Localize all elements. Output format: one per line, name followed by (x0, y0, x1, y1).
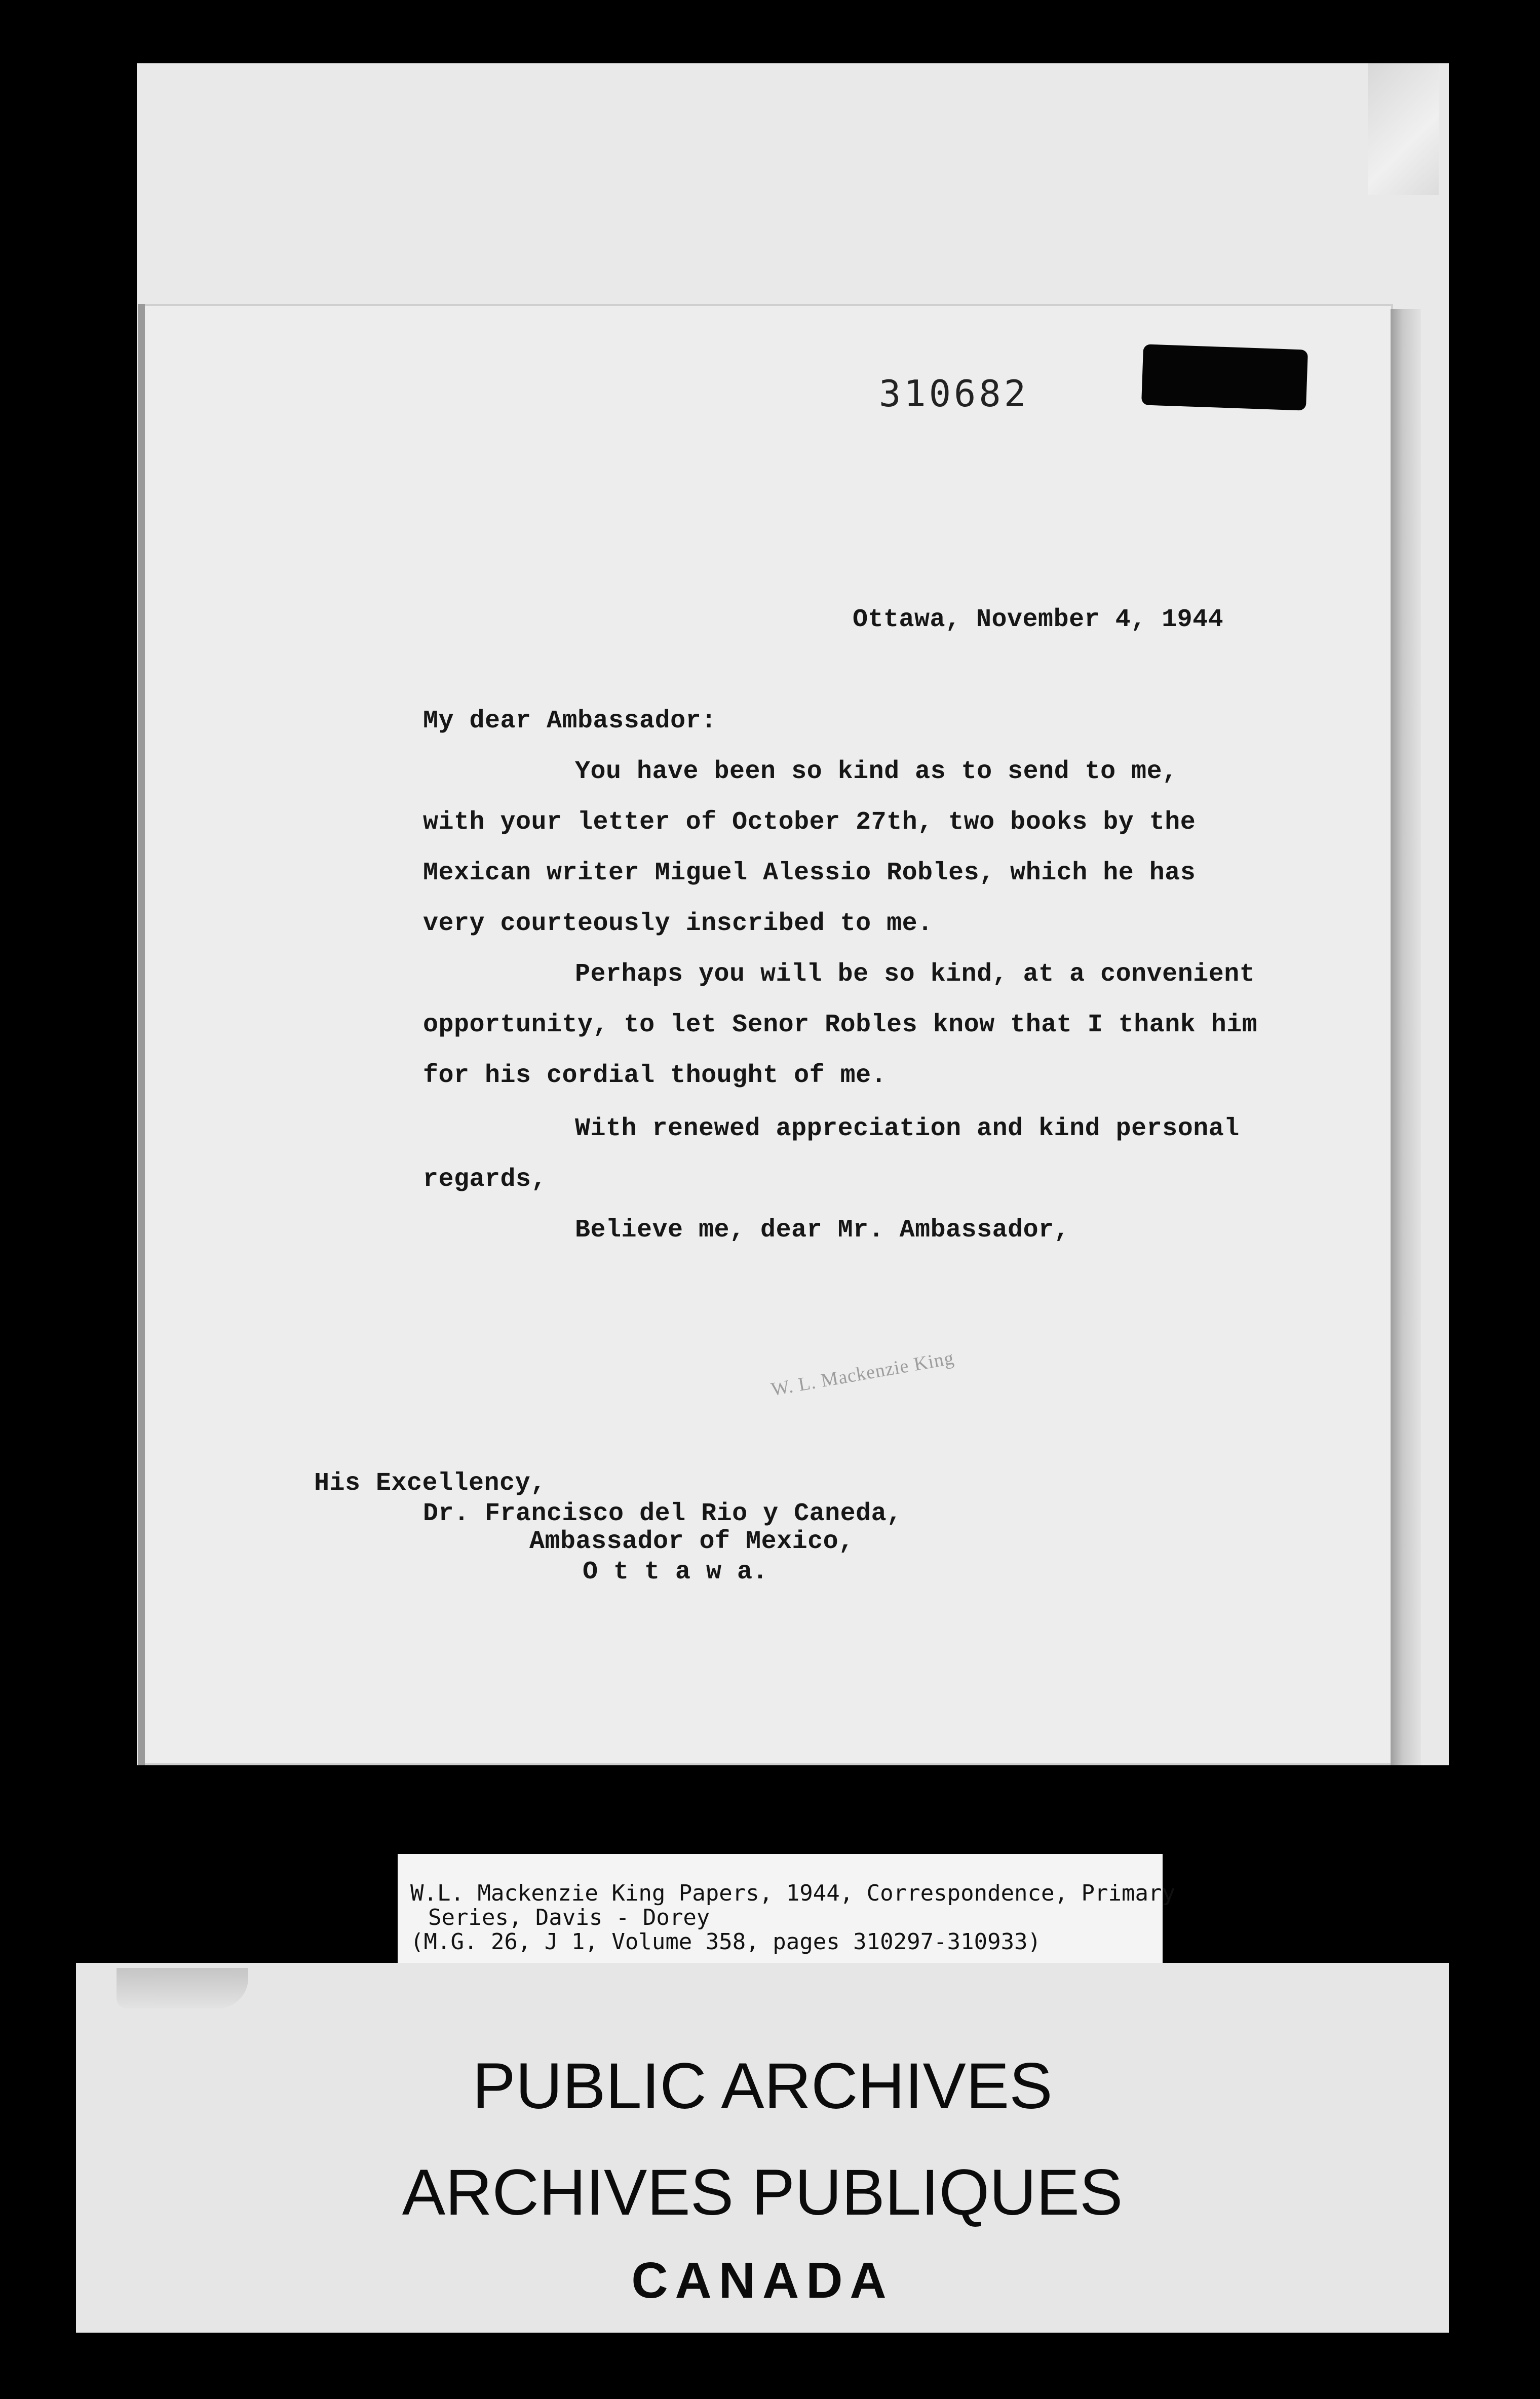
closing-line: Believe me, dear Mr. Ambassador, (575, 1216, 1070, 1245)
body-line: With renewed appreciation and kind personal (575, 1114, 1240, 1143)
letter-right-edge (1391, 309, 1421, 1765)
archive-label-line: Series, Davis - Dorey (428, 1905, 710, 1930)
archives-banner (76, 1963, 1449, 2333)
salutation: My dear Ambassador: (423, 707, 717, 736)
page-number: 310682 (879, 372, 1029, 415)
body-line: opportunity, to let Senor Robles know that I thank him (423, 1011, 1258, 1039)
body-line: Perhaps you will be so kind, at a convenient (575, 960, 1255, 989)
addressee-line: Dr. Francisco del Rio y Caneda, (423, 1499, 902, 1528)
archives-title-french: ARCHIVES PUBLIQUES (402, 2156, 1123, 2229)
body-line: You have been so kind as to send to me, (575, 757, 1178, 786)
letter-left-edge (138, 304, 145, 1765)
back-sheet-torn-corner (1368, 63, 1439, 195)
body-line: regards, (423, 1165, 547, 1194)
archive-label-line: (M.G. 26, J 1, Volume 358, pages 310297-310933) (410, 1929, 1042, 1955)
redaction-mark (1141, 344, 1308, 410)
body-line: with your letter of October 27th, two books by the (423, 808, 1196, 837)
body-line: very courteously inscribed to me. (423, 909, 933, 938)
archive-label-line: W.L. Mackenzie King Papers, 1944, Correspondence, Primary (410, 1880, 1175, 1906)
archives-title-english: PUBLIC ARCHIVES (472, 2050, 1053, 2122)
date-line: Ottawa, November 4, 1944 (853, 605, 1224, 634)
body-line: for his cordial thought of me. (423, 1061, 887, 1090)
body-line: Mexican writer Miguel Alessio Robles, which he has (423, 859, 1196, 887)
signature-stamp: W. L. Mackenzie King (769, 1347, 956, 1401)
addressee-line: O t t a w a. (583, 1558, 768, 1587)
archives-banner-tear (117, 1968, 248, 2008)
addressee-line: His Excellency, (314, 1469, 546, 1498)
archives-country: CANADA (631, 2252, 894, 2309)
addressee-line: Ambassador of Mexico, (529, 1527, 854, 1556)
